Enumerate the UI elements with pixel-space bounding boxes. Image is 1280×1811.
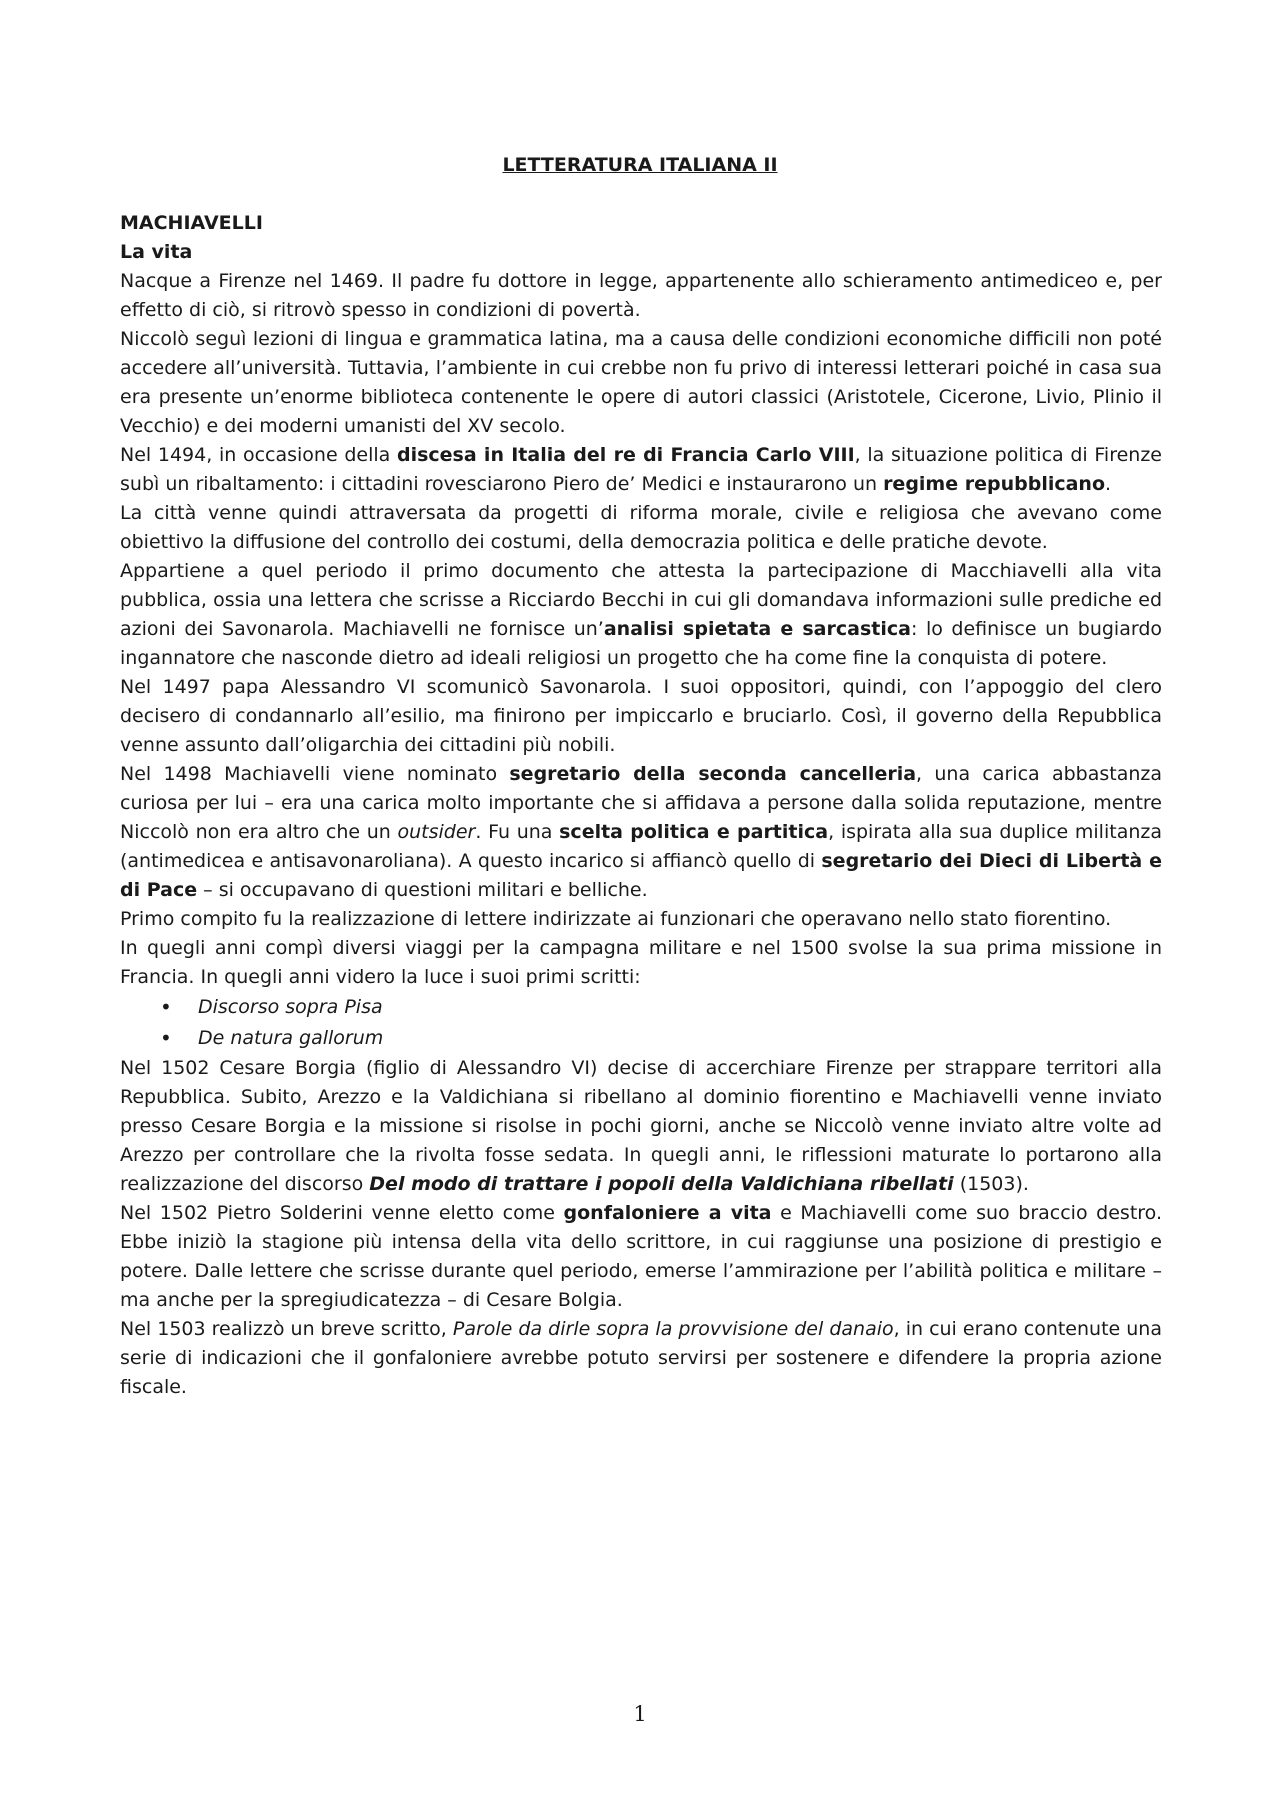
paragraph-birth: Nacque a Firenze nel 1469. Il padre fu dottore in legge, appartenente allo schieramento antimediceo e, per effetto di ciò, si ritrovò spesso in condizioni di povertà. bbox=[120, 270, 1162, 321]
paragraph-1497: Nel 1497 papa Alessandro VI scomunicò Savonarola. I suoi oppositori, quindi, con l’appoggio del clero decisero di condannarlo all’esilio, ma finirono per impiccarlo e bruciarlo. Così, il governo della Repubblica venne assunto dall’oligarchia dei cittadini più nobili. bbox=[120, 676, 1162, 756]
paragraph-1503: Nel 1503 realizzò un breve scritto, Parole da dirle sopra la provvisione del danaio, in cui erano contenute una serie di indicazioni che il gonfaloniere avrebbe potuto servirsi per sostenere e difendere la propria azione fiscale. bbox=[120, 1318, 1162, 1398]
document-body bbox=[120, 209, 1162, 1402]
list-item: • Discorso sopra Pisa bbox=[198, 992, 1162, 1023]
paragraph-1502-solderini: Nel 1502 Pietro Solderini venne eletto come gonfaloniere a vita e Machiavelli come suo braccio destro. Ebbe iniziò la stagione più intensa della vita dello scrittore, in cui raggiunse una posizione di prestigio e potere. Dalle lettere che scrisse durante quel periodo, emerse l’ammirazione per l’abilità politica e militare – ma anche per la spregiudicatezza – di Cesare Bolgia. bbox=[120, 1202, 1162, 1311]
early-writings-list bbox=[120, 992, 1162, 1054]
paragraph-education: Niccolò seguì lezioni di lingua e grammatica latina, ma a causa delle condizioni economiche difficili non poté accedere all’università. Tuttavia, l’ambiente in cui crebbe non fu privo di interessi letterari poiché in casa sua era presente un’enorme biblioteca contenente le opere di autori classici (Aristotele, Cicerone, Livio, Plinio il Vecchio) e dei moderni umanisti del XV secolo. bbox=[120, 328, 1162, 437]
page-number: 1 bbox=[633, 1702, 647, 1726]
paragraph-reform: La città venne quindi attraversata da progetti di riforma morale, civile e religiosa che avevano come obiettivo la diffusione del controllo dei costumi, della democrazia politica e delle pratiche devote. bbox=[120, 502, 1162, 553]
paragraph-1502-borgia: Nel 1502 Cesare Borgia (figlio di Alessandro VI) decise di accerchiare Firenze per strappare territori alla Repubblica. Subito, Arezzo e la Valdichiana si ribellano al dominio fiorentino e Machiavelli venne inviato presso Cesare Borgia e la missione si risolse in pochi giorni, anche se Niccolò venne inviato altre volte ad Arezzo per controllare che la rivolta fosse sedata. In quegli anni, le riflessioni maturate lo portarono alla realizzazione del discorso Del modo di trattare i popoli della Valdichiana ribellati (1503). bbox=[120, 1057, 1162, 1195]
paragraph-1494: Nel 1494, in occasione della discesa in Italia del re di Francia Carlo VIII, la situazione politica di Firenze subì un ribaltamento: i cittadini rovesciarono Piero de’ Medici e instaurarono un regime repubblicano. bbox=[120, 444, 1162, 495]
paragraph-1498: Nel 1498 Machiavelli viene nominato segretario della seconda cancelleria, una carica abbastanza curiosa per lui – era una carica molto importante che si affidava a persone dalla solida reputazione, mentre Niccolò non era altro che un outsider. Fu una scelta politica e partitica, ispirata alla sua duplice militanza (antimedicea e antisavonaroliana). A questo incarico si affiancò quello di segretario dei Dieci di Libertà e di Pace – si occupavano di questioni militari e belliche. bbox=[120, 763, 1163, 901]
section-heading: MACHIAVELLI bbox=[120, 212, 263, 234]
list-item: • De natura gallorum bbox=[198, 1023, 1162, 1054]
paragraph-first-writings: In quegli anni compì diversi viaggi per la campagna militare e nel 1500 svolse la sua prima missione in Francia. In quegli anni videro la luce i suoi primi scritti: bbox=[120, 937, 1162, 988]
paragraph-savonarola-letter: Appartiene a quel periodo il primo documento che attesta la partecipazione di Macchiavelli alla vita pubblica, ossia una lettera che scrisse a Ricciardo Becchi in cui gli domandava informazioni sulle prediche ed azioni dei Savonarola. Machiavelli ne fornisce un’analisi spietata e sarcastica: lo definisce un bugiardo ingannatore che nasconde dietro ad ideali religiosi un progetto che ha come fine la conquista di potere. bbox=[120, 560, 1163, 669]
document-title: LETTERATURA ITALIANA II bbox=[502, 154, 778, 176]
paragraph-first-task: Primo compito fu la realizzazione di lettere indirizzate ai funzionari che operavano nello stato fiorentino. bbox=[120, 908, 1112, 930]
subsection-heading: La vita bbox=[120, 241, 193, 263]
